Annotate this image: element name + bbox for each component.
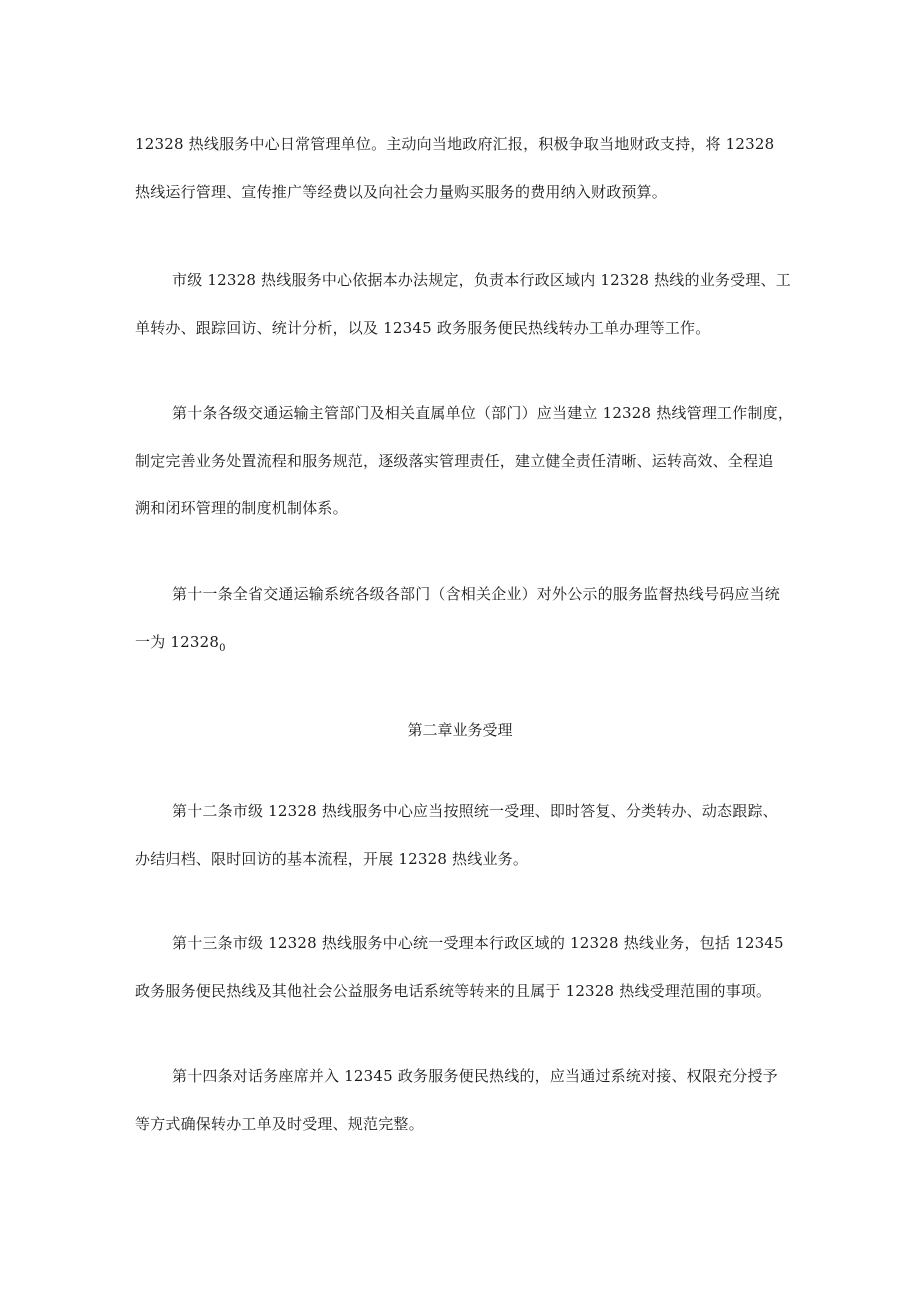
para4-line2-subscript: 0: [219, 643, 226, 654]
para6-line1: 第十三条市级 12328 热线服务中心统一受理本行政区域的 12328 热线业务，包括 12345: [172, 934, 784, 952]
para2-line2: 单转办、跟踪回访、统计分析，以及 12345 政务服务便民热线转办工单办理等工作。: [135, 319, 711, 337]
para5-line2: 办结归档、限时回访的基本流程，开展 12328 热线业务。: [135, 850, 529, 868]
para3-line2: 制定完善业务处置流程和服务规范，逐级落实管理责任，建立健全责任清晰、运转高效、全程追: [135, 452, 774, 470]
para3-line3: 溯和闭环管理的制度机制体系。: [135, 499, 348, 517]
para3-line1: 第十条各级交通运输主管部门及相关直属单位（部门）应当建立 12328 热线管理工作制度，: [172, 404, 794, 422]
para4-line1: 第十一条全省交通运输系统各级各部门（含相关企业）对外公示的服务监督热线号码应当统: [172, 585, 781, 603]
para1-line2: 热线运行管理、宣传推广等经费以及向社会力量购买服务的费用纳入财政预算。: [135, 183, 668, 201]
chapter-heading: 第二章业务受理: [407, 721, 513, 739]
para1-line1: 12328 热线服务中心日常管理单位。主动向当地政府汇报，积极争取当地财政支持，将 12328: [135, 135, 775, 153]
para2-line1: 市级 12328 热线服务中心依据本办法规定，负责本行政区域内 12328 热线的业务受理、工: [172, 271, 791, 289]
para7-line2: 等方式确保转办工单及时受理、规范完整。: [135, 1115, 424, 1133]
para5-line1: 第十二条市级 12328 热线服务中心应当按照统一受理、即时答复、分类转办、动态跟踪、: [172, 802, 778, 820]
para6-line2: 政务服务便民热线及其他社会公益服务电话系统等转来的且属于 12328 热线受理范围的事项。: [135, 982, 772, 1000]
para4-line2-text: 一为 12328: [135, 633, 220, 651]
para4-line2: [135, 632, 795, 659]
para7-line1: 第十四条对话务座席并入 12345 政务服务便民热线的，应当通过系统对接、权限充分授予: [172, 1067, 778, 1085]
